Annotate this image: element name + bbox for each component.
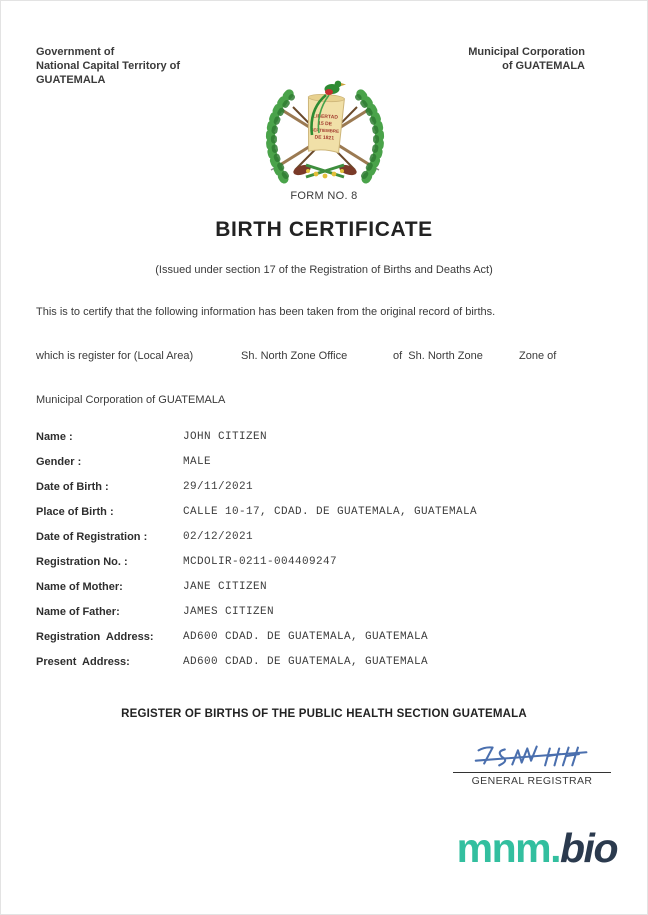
field-row xyxy=(36,431,614,456)
field-label: Place of Birth : xyxy=(36,506,114,518)
register-zone-of-label: Zone of xyxy=(519,350,557,362)
form-number: FORM NO. 8 xyxy=(290,190,358,202)
municipal-corporation-line: Municipal Corporation of GUATEMALA xyxy=(36,394,226,406)
field-row xyxy=(36,506,614,531)
fields-list xyxy=(36,431,614,681)
register-line-label: which is register for (Local Area) xyxy=(36,350,194,362)
register-zone-value: of Sh. North Zone xyxy=(393,350,483,362)
field-row xyxy=(36,656,614,681)
guatemala-coat-of-arms-icon xyxy=(246,77,404,189)
svg-text:15 DE: 15 DE xyxy=(317,120,333,128)
field-row xyxy=(36,481,614,506)
signature-block xyxy=(453,741,611,787)
field-value: 02/12/2021 xyxy=(183,531,254,543)
issuer-left xyxy=(36,45,180,87)
logo-part-bio: bio xyxy=(560,825,617,871)
field-label: Date of Registration : xyxy=(36,531,148,543)
field-label: Gender : xyxy=(36,456,82,468)
issuer-right-line1: Municipal Corporation xyxy=(468,46,585,58)
field-label: Present Address: xyxy=(36,656,130,668)
svg-text:SEPTIEMBRE: SEPTIEMBRE xyxy=(310,127,340,134)
registrar-signature-icon xyxy=(469,741,595,771)
field-row xyxy=(36,456,614,481)
document-title: BIRTH CERTIFICATE xyxy=(215,218,433,241)
document-subtitle: (Issued under section 17 of the Registration of Births and Deaths Act) xyxy=(155,264,493,276)
issuer-left-line2: National Capital Territory of xyxy=(36,60,181,72)
field-label: Name of Mother: xyxy=(36,581,123,593)
field-value: CALLE 10-17, CDAD. DE GUATEMALA, GUATEMALA xyxy=(183,506,478,518)
signature-line xyxy=(453,772,611,773)
issuer-left-line3: GUATEMALA xyxy=(36,74,106,86)
field-value: 29/11/2021 xyxy=(183,481,254,493)
field-label: Registration Address: xyxy=(36,631,154,643)
field-row xyxy=(36,581,614,606)
logo-part-mnm: mnm. xyxy=(456,825,561,871)
field-value: JOHN CITIZEN xyxy=(183,431,268,443)
issuer-right xyxy=(468,45,585,73)
field-value: JAMES CITIZEN xyxy=(183,606,275,618)
issuer-right-line2: of GUATEMALA xyxy=(502,60,585,72)
svg-text:DE 1821: DE 1821 xyxy=(314,134,335,142)
field-value: MCDOLIR-0211-004409247 xyxy=(183,556,338,568)
field-value: AD600 CDAD. DE GUATEMALA, GUATEMALA xyxy=(183,631,429,643)
field-label: Date of Birth : xyxy=(36,481,109,493)
field-value: MALE xyxy=(183,456,212,468)
field-value: AD600 CDAD. DE GUATEMALA, GUATEMALA xyxy=(183,656,429,668)
field-row xyxy=(36,531,614,556)
certify-statement: This is to certify that the following information has been taken from the original record of births. xyxy=(36,306,496,318)
registrar-title: GENERAL REGISTRAR xyxy=(471,775,593,787)
mnm-bio-logo xyxy=(457,825,617,872)
field-row xyxy=(36,606,614,631)
field-value: JANE CITIZEN xyxy=(183,581,268,593)
svg-text:LIBERTAD: LIBERTAD xyxy=(312,113,339,121)
issuer-left-line1: Government of xyxy=(36,46,115,58)
register-office-value: Sh. North Zone Office xyxy=(241,350,348,362)
field-row xyxy=(36,631,614,656)
field-label: Name of Father: xyxy=(36,606,120,618)
field-row xyxy=(36,556,614,581)
field-label: Name : xyxy=(36,431,73,443)
field-label: Registration No. : xyxy=(36,556,128,568)
register-heading: REGISTER OF BIRTHS OF THE PUBLIC HEALTH SECTION GUATEMALA xyxy=(121,708,527,720)
